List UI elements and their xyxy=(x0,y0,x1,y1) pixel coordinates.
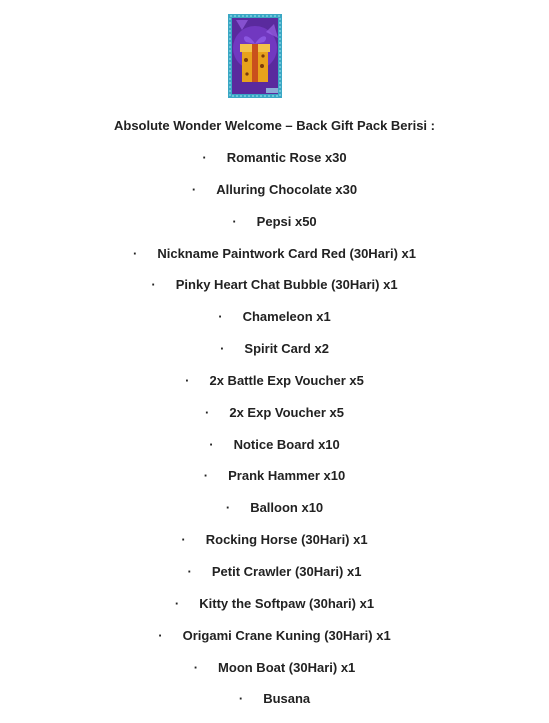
list-item xyxy=(0,182,549,214)
bullet-icon: · xyxy=(203,468,209,484)
bullet-icon: · xyxy=(193,659,199,675)
list-item-text: Nickname Paintwork Card Red (30Hari) x1 xyxy=(157,245,416,261)
bullet-icon: · xyxy=(209,436,214,452)
bullet-icon: · xyxy=(205,404,210,420)
gift-pack-image xyxy=(228,14,284,100)
list-item xyxy=(0,405,549,437)
list-item-text: Moon Boat (30Hari) x1 xyxy=(218,659,356,675)
list-item xyxy=(0,214,549,246)
list-item xyxy=(0,341,549,373)
list-item-text: Origami Crane Kuning (30Hari) x1 xyxy=(182,627,391,643)
list-item xyxy=(0,691,549,723)
list-item-text: 2x Exp Voucher x5 xyxy=(229,404,344,420)
list-item-text: Notice Board x10 xyxy=(233,436,340,452)
list-item-text: Spirit Card x2 xyxy=(244,341,329,357)
list-item-text: Petit Crawler (30Hari) x1 xyxy=(211,563,362,579)
list-item-text: Chameleon x1 xyxy=(242,309,331,325)
bullet-icon: · xyxy=(202,150,207,165)
bullet-icon: · xyxy=(220,341,225,357)
list-item xyxy=(0,660,549,692)
list-item xyxy=(0,628,549,660)
list-item xyxy=(0,150,549,182)
bullet-icon: · xyxy=(185,372,190,388)
list-item-text: Balloon x10 xyxy=(250,500,324,516)
bullet-icon: · xyxy=(191,181,197,197)
list-item xyxy=(0,309,549,341)
gift-pack-title: Absolute Wonder Welcome – Back Gift Pack Berisi : xyxy=(113,118,435,133)
bullet-icon: · xyxy=(187,563,192,579)
bullet-icon: · xyxy=(225,500,231,516)
list-item xyxy=(0,437,549,469)
list-item-text: Pinky Heart Chat Bubble (30Hari) x1 xyxy=(175,277,398,293)
list-item-text: Kitty the Softpaw (30hari) x1 xyxy=(199,595,375,611)
bullet-icon: · xyxy=(238,691,244,707)
bullet-icon: · xyxy=(133,245,138,261)
list-item-text: Alluring Chocolate x30 xyxy=(216,181,358,197)
list-item xyxy=(0,564,549,596)
list-item xyxy=(0,596,549,628)
bullet-icon: · xyxy=(232,213,237,229)
list-item xyxy=(0,246,549,278)
bullet-icon: · xyxy=(158,627,163,643)
bullet-icon: · xyxy=(218,309,223,325)
list-item-text: Busana xyxy=(263,691,311,707)
list-item xyxy=(0,468,549,500)
list-item-text: Romantic Rose x30 xyxy=(226,150,347,165)
list-item xyxy=(0,500,549,532)
list-item-text: Prank Hammer x10 xyxy=(228,468,346,484)
list-item xyxy=(0,277,549,309)
bullet-icon: · xyxy=(151,277,156,293)
list-item xyxy=(0,532,549,564)
bullet-icon: · xyxy=(181,532,186,548)
gift-pack-contents-list xyxy=(0,150,549,723)
list-item-text: 2x Battle Exp Voucher x5 xyxy=(209,372,364,388)
list-item-text: Rocking Horse (30Hari) x1 xyxy=(205,532,368,548)
gift-box-icon xyxy=(228,14,282,98)
list-item-text: Pepsi x50 xyxy=(256,213,317,229)
bullet-icon: · xyxy=(174,595,180,611)
list-item xyxy=(0,373,549,405)
